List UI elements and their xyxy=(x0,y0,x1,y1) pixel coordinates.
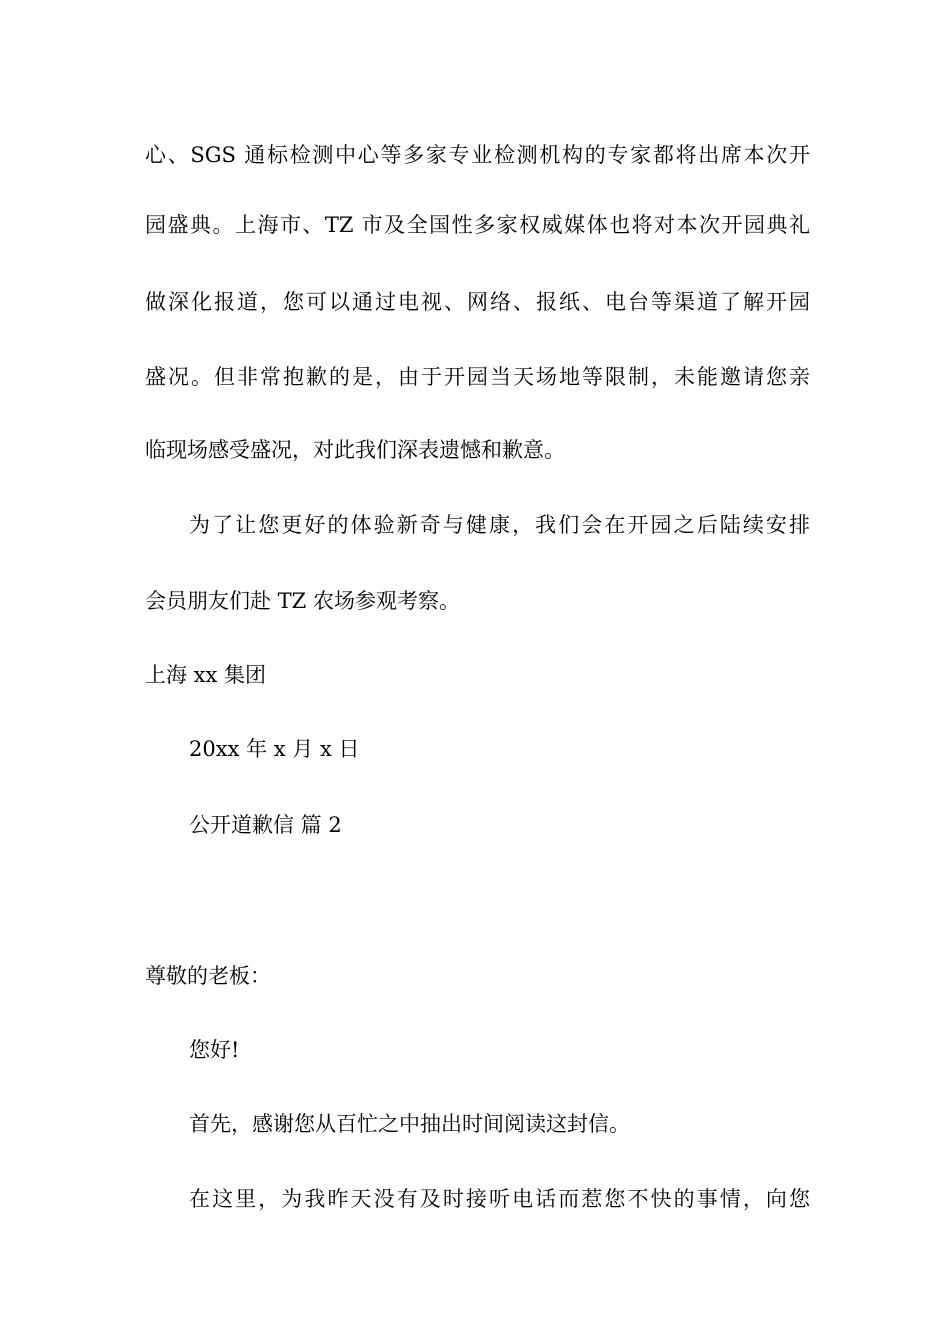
text-line: 园盛典。上海市、TZ 市及全国性多家权威媒体也将对本次开园典礼 xyxy=(145,213,810,237)
text-line: 临现场感受盛况，对此我们深表遗憾和歉意。 xyxy=(145,438,565,462)
text-line: 盛况。但非常抱歉的是，由于开园当天场地等限制，未能邀请您亲 xyxy=(145,365,810,389)
text-line: 在这里，为我昨天没有及时接听电话而惹您不快的事情，向您 xyxy=(189,1187,810,1211)
text-line: 做深化报道，您可以通过电视、网络、报纸、电台等渠道了解开园 xyxy=(145,290,810,314)
signature-date: 20xx 年 x 月 x 日 xyxy=(189,737,360,761)
text-line: 为了让您更好的体验新奇与健康，我们会在开园之后陆续安排 xyxy=(189,513,810,537)
text-line: 会员朋友们赴 TZ 农场参观考察。 xyxy=(145,589,460,613)
text-line: 首先，感谢您从百忙之中抽出时间阅读这封信。 xyxy=(189,1112,630,1136)
section-heading: 公开道歉信 篇 2 xyxy=(189,813,342,837)
salutation: 尊敬的老板： xyxy=(145,964,271,988)
greeting: 您好! xyxy=(189,1038,240,1062)
text-line: 心、SGS 通标检测中心等多家专业检测机构的专家都将出席本次开 xyxy=(145,143,810,167)
signature-organization: 上海 xx 集团 xyxy=(145,663,267,687)
